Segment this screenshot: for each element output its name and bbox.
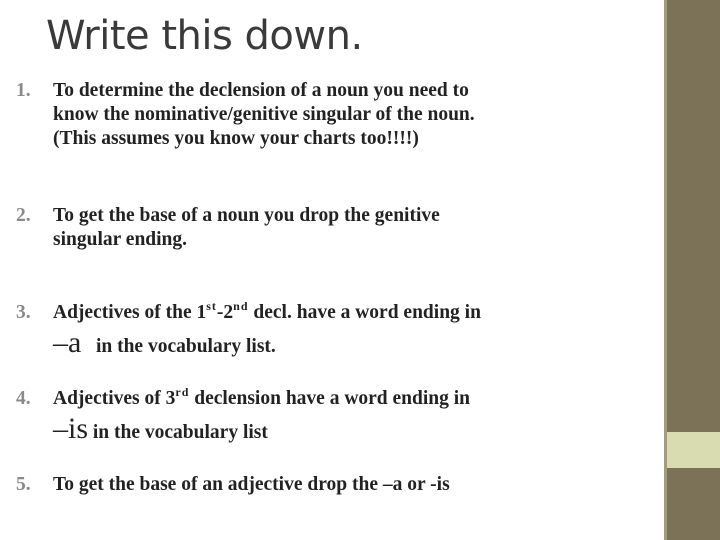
slide-title: Write this down. — [46, 13, 363, 59]
item-text-part: in the vocabulary list. — [95, 336, 276, 357]
item-number: 4. — [16, 388, 31, 409]
item-text-part: Adjectives of the 1 — [53, 302, 207, 323]
sidebar-accent-block — [667, 432, 720, 468]
item-text-part: -2 — [216, 302, 234, 323]
item-line: To determine the declension of a noun you need to — [53, 80, 469, 101]
item-line: singular ending. — [53, 229, 188, 250]
item-number: 1. — [16, 80, 31, 101]
item-text-part: in the vocabulary list — [88, 422, 268, 443]
item-number: 2. — [16, 205, 31, 226]
item-line-2 — [53, 412, 643, 445]
item-text-part: Adjectives of 3 — [53, 388, 176, 409]
ending-emphasis: –a — [53, 326, 82, 359]
item-number: 5. — [16, 474, 31, 495]
item-text — [53, 79, 643, 151]
item-line: know the nominative/genitive singular of the noun. — [53, 104, 475, 125]
item-text: To get the base of an adjective drop the –a or -is — [53, 474, 450, 495]
item-line: (This assumes you know your charts too!!!!) — [53, 128, 419, 149]
ordinal-suffix: st — [206, 298, 217, 313]
item-text — [53, 204, 643, 252]
item-text-part: decl. have a word ending in — [248, 302, 481, 323]
item-line: To get the base of a noun you drop the genitive — [53, 205, 440, 226]
item-number: 3. — [16, 302, 31, 323]
ordinal-suffix: rd — [175, 384, 190, 399]
ending-emphasis: –is — [53, 412, 89, 445]
item-text — [53, 384, 643, 445]
item-text-part: declension have a word ending in — [189, 388, 471, 409]
item-text — [53, 298, 643, 359]
ordinal-suffix: nd — [233, 298, 249, 313]
item-line-2 — [53, 326, 643, 359]
